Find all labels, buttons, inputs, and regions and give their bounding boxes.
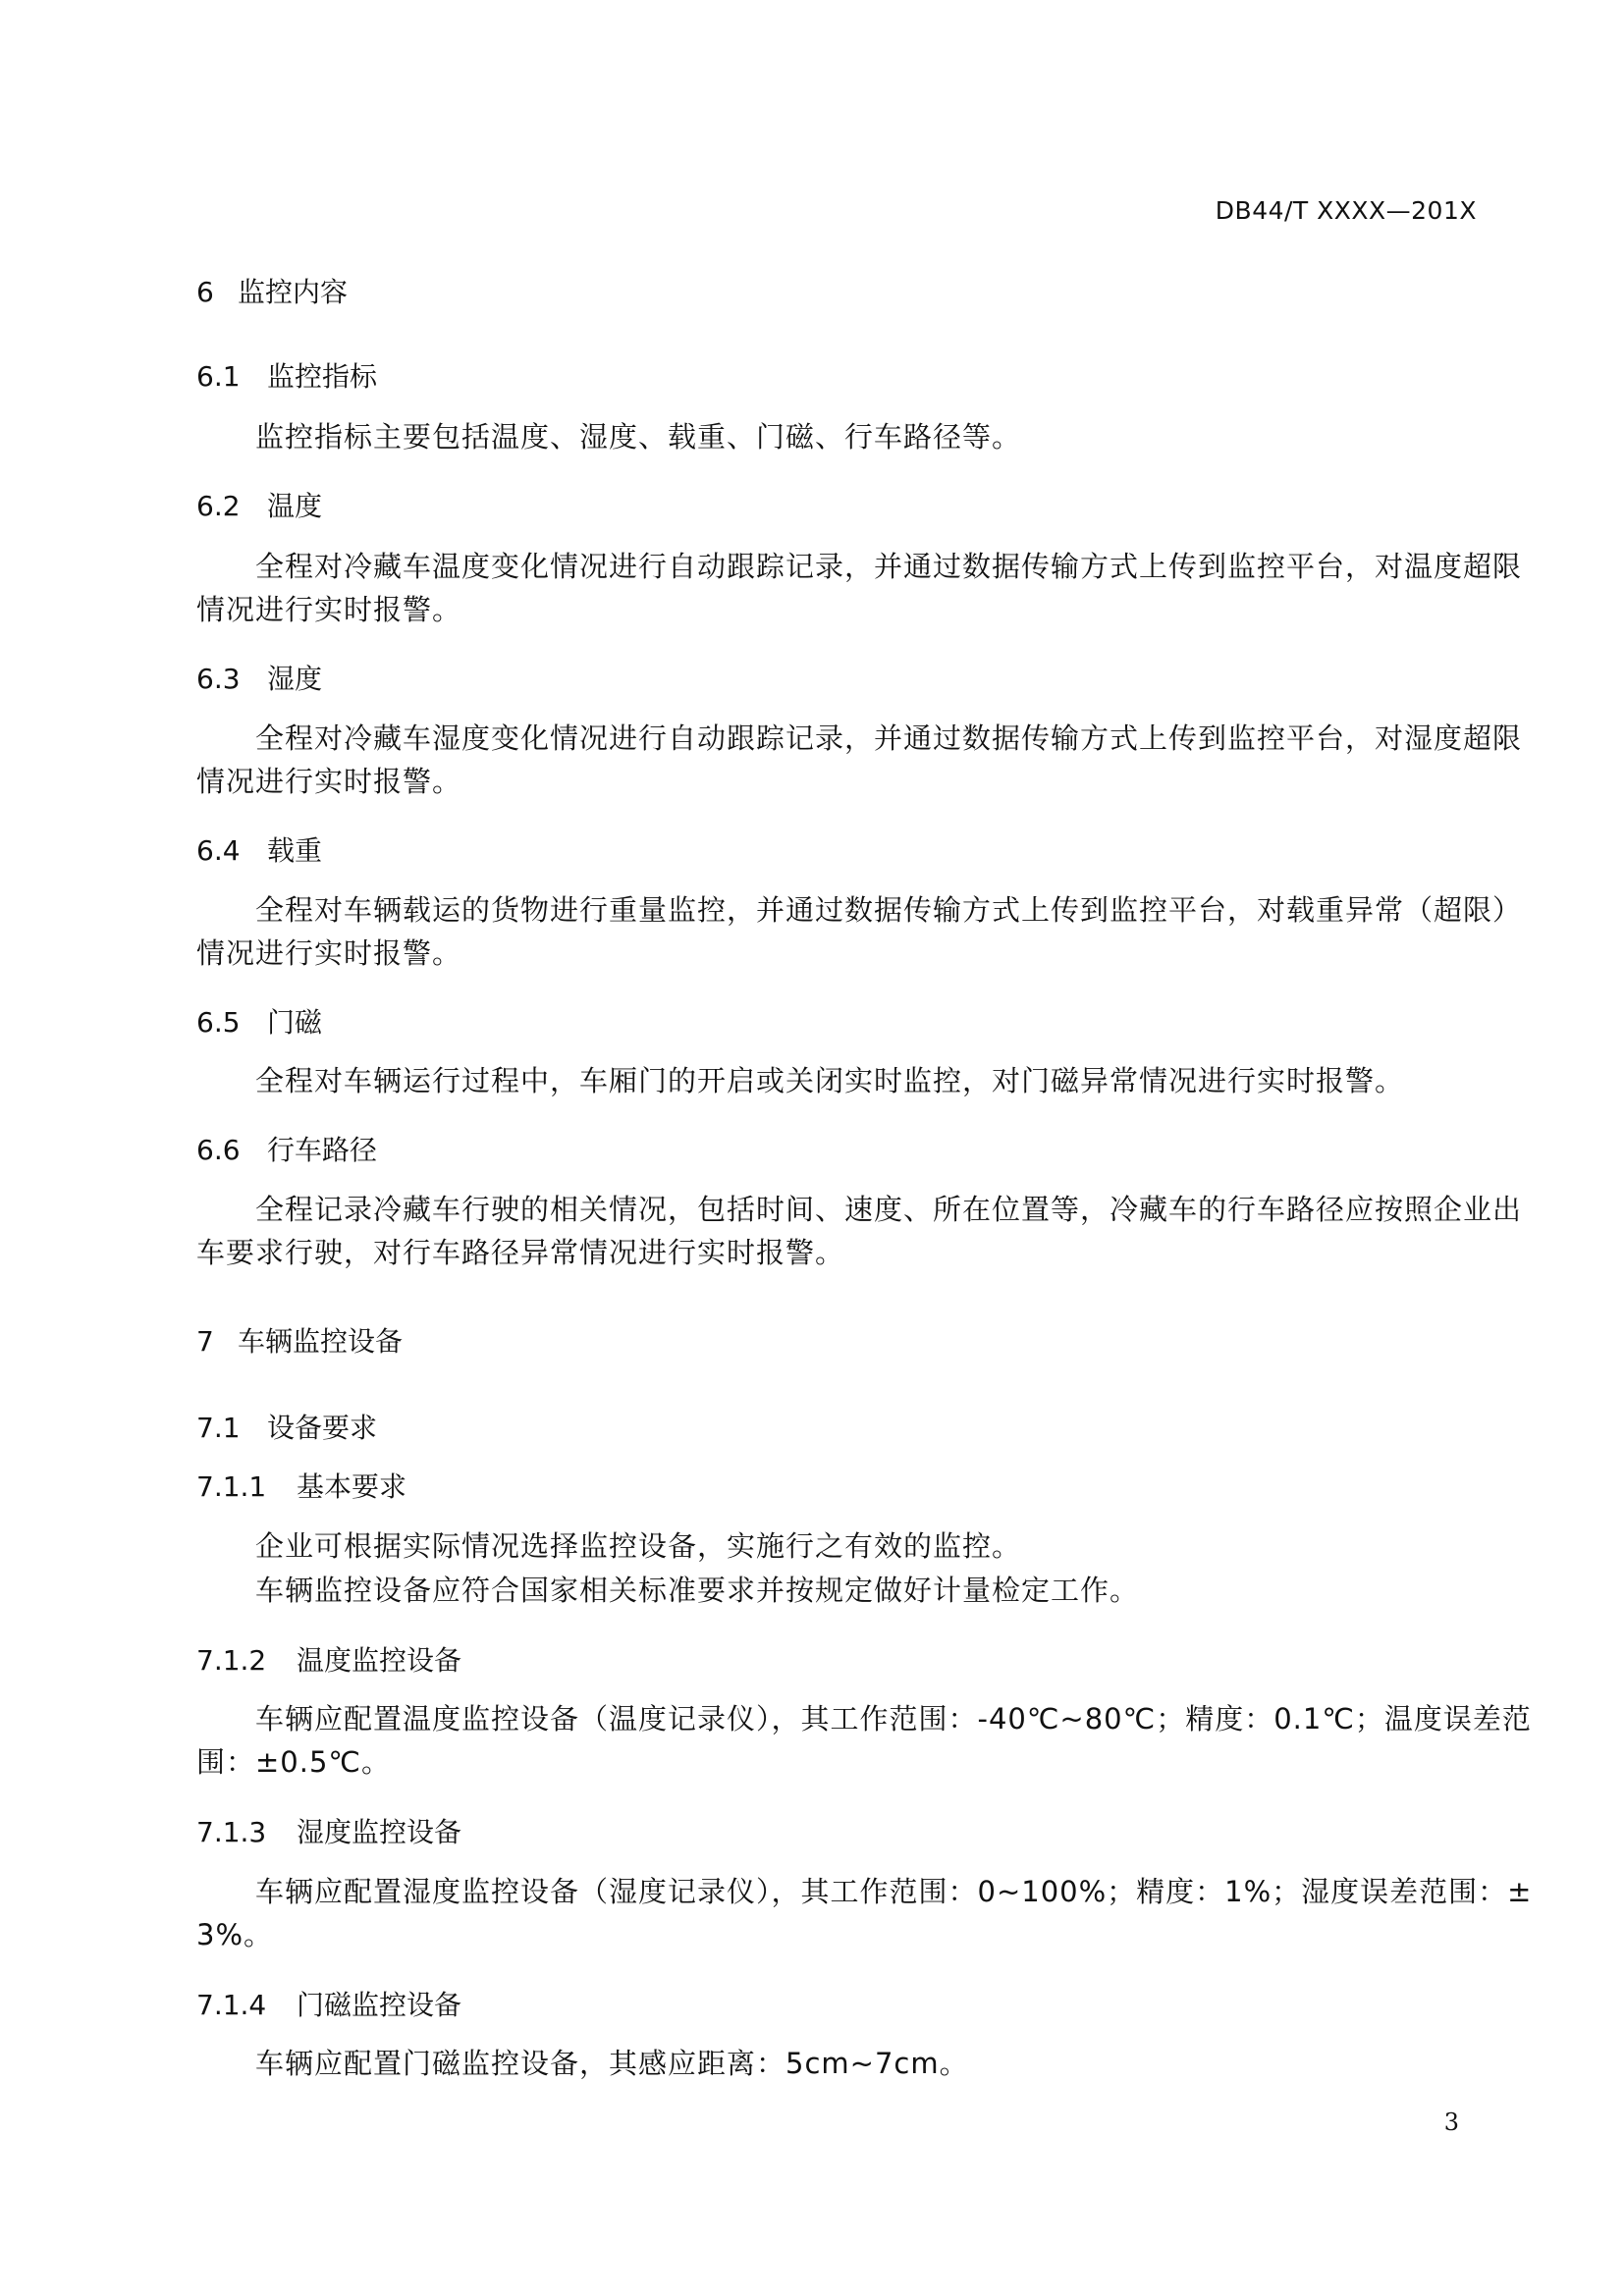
heading-title: 湿度 [267,663,323,695]
heading-number: 7.1 [196,1412,241,1444]
text-line: 监控指标主要包括温度、湿度、载重、门磁、行车路径等。 [255,420,1022,454]
text-line: 全程对车辆运行过程中，车厢门的开启或关闭实时监控，对门磁异常情况进行实时报警。 [255,1064,1405,1097]
text-line: 情况进行实时报警。 [196,593,462,626]
heading-6-3 [196,658,322,697]
text-line: 车要求行驶，对行车路径异常情况进行实时报警。 [196,1236,845,1269]
text-line: 情况进行实时报警。 [196,765,462,798]
heading-number: 6.1 [196,360,241,393]
heading-6-2 [196,485,322,524]
text-line: 车辆应配置温度监控设备（温度记录仪），其工作范围：-40℃~80℃；精度：0.1℃；温度误差范 [255,1702,1532,1735]
text-line: 3%。 [196,1918,274,1951]
heading-6-5 [196,1001,322,1041]
heading-number: 7.1.2 [196,1644,267,1677]
heading-number: 7.1.3 [196,1816,267,1848]
heading-number: 6 [196,276,214,308]
text-line: 围：±0.5℃。 [196,1745,391,1779]
heading-number: 7.1.1 [196,1470,267,1503]
heading-7 [196,1320,403,1360]
heading-title: 车辆监控设备 [238,1325,404,1358]
heading-title: 载重 [267,834,323,867]
heading-title: 门磁 [267,1006,323,1039]
heading-7-1-2 [196,1639,461,1679]
heading-number: 6.4 [196,834,241,867]
heading-title: 行车路径 [267,1134,378,1166]
heading-title: 基本要求 [297,1470,407,1503]
text-line: 全程对冷藏车温度变化情况进行自动跟踪记录，并通过数据传输方式上传到监控平台，对温度超限 [255,550,1523,583]
heading-7-1 [196,1407,377,1446]
heading-number: 6.6 [196,1134,241,1166]
text-line: 车辆应配置门磁监控设备，其感应距离：5cm~7cm。 [255,2047,969,2080]
heading-title: 温度 [267,490,323,522]
heading-6-1 [196,355,377,395]
heading-title: 湿度监控设备 [297,1816,462,1848]
heading-title: 设备要求 [267,1412,378,1444]
heading-title: 监控指标 [267,360,378,393]
heading-number: 6.5 [196,1006,241,1039]
text-line: 车辆监控设备应符合国家相关标准要求并按规定做好计量检定工作。 [255,1574,1140,1607]
heading-6-4 [196,829,322,869]
heading-7-1-4 [196,1984,461,2023]
heading-number: 6.3 [196,663,241,695]
text-line: 企业可根据实际情况选择监控设备，实施行之有效的监控。 [255,1529,1022,1563]
heading-number: 7 [196,1325,214,1358]
heading-7-1-3 [196,1811,461,1850]
text-line: 全程对车辆载运的货物进行重量监控，并通过数据传输方式上传到监控平台，对载重异常（超限） [255,893,1523,927]
heading-number: 6.2 [196,490,241,522]
text-line: 全程对冷藏车湿度变化情况进行自动跟踪记录，并通过数据传输方式上传到监控平台，对湿度超限 [255,721,1523,755]
heading-6-6 [196,1129,377,1168]
heading-7-1-1 [196,1466,406,1505]
heading-title: 监控内容 [238,276,349,308]
heading-title: 温度监控设备 [297,1644,462,1677]
heading-number: 7.1.4 [196,1989,267,2021]
page-number: 3 [1443,2109,1459,2136]
heading-6 [196,271,348,310]
heading-title: 门磁监控设备 [297,1989,462,2021]
text-line: 情况进行实时报警。 [196,936,462,970]
document-code-header: DB44/T XXXX—201X [1215,196,1477,225]
text-line: 全程记录冷藏车行驶的相关情况，包括时间、速度、所在位置等，冷藏车的行车路径应按照企业出 [255,1193,1523,1226]
text-line: 车辆应配置湿度监控设备（湿度记录仪），其工作范围：0~100%；精度：1%；湿度误差范围：± [255,1875,1533,1908]
